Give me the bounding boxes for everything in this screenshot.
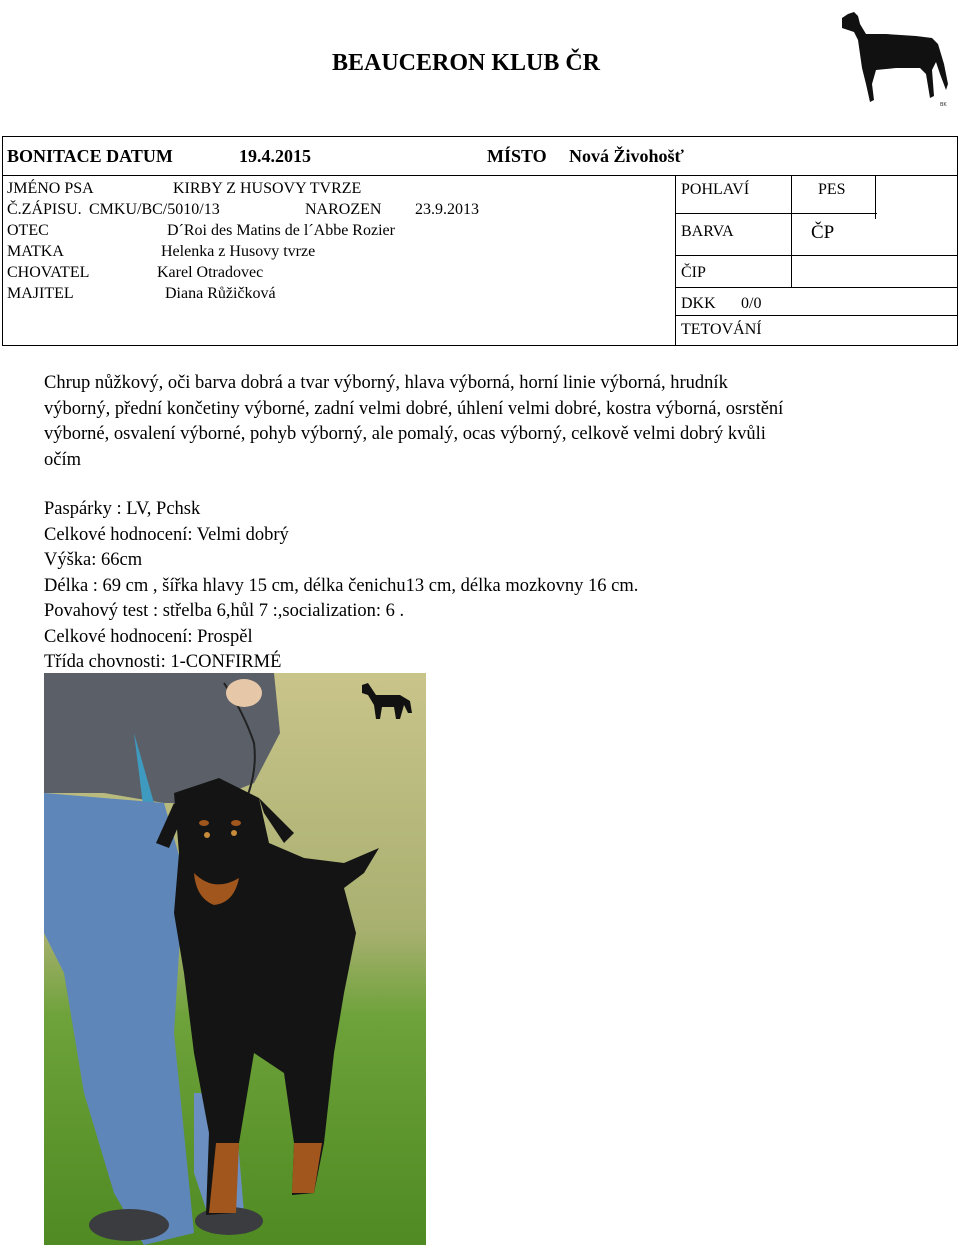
misto-value: Nová Živohošť bbox=[569, 146, 684, 166]
sheet-divider bbox=[675, 287, 957, 288]
dkk-label: DKK bbox=[681, 295, 716, 312]
detail-povahovy-test: Povahový test : střelba 6,hůl 7 :,socialization: 6 . bbox=[44, 601, 405, 621]
detail-trida-chovnosti: Třída chovnosti: 1-CONFIRMÉ bbox=[44, 652, 282, 672]
zapis-value: CMKU/BC/5010/13 bbox=[89, 201, 220, 218]
details-block bbox=[44, 497, 638, 676]
detail-celkove-hodnoceni-test: Celkové hodnocení: Prospěl bbox=[44, 626, 253, 647]
description-line: Chrup nůžkový, oči barva dobrá a tvar výborný, hlava výborná, horní linie výborná, hrudník bbox=[44, 373, 728, 393]
narozen-value: 23.9.2013 bbox=[415, 201, 479, 218]
sheet-divider bbox=[3, 175, 957, 176]
detail-delka: Délka : 69 cm , šířka hlavy 15 cm, délka čenichu13 cm, délka mozkovny 16 cm. bbox=[44, 575, 639, 596]
sheet-column-divider bbox=[791, 175, 792, 287]
description-line: výborný, přední končetiny výborné, zadní velmi dobré, úhlení velmi dobré, kostra výborná, osrstění bbox=[44, 398, 784, 419]
barva-label: BARVA bbox=[681, 223, 734, 240]
matka-value: Helenka z Husovy tvrze bbox=[161, 243, 316, 260]
majitel-value: Diana Růžičková bbox=[165, 285, 276, 302]
sheet-divider bbox=[675, 315, 957, 316]
matka-label: MATKA bbox=[7, 243, 64, 260]
chovatel-value: Karel Otradovec bbox=[157, 264, 264, 281]
description-line: očím bbox=[44, 449, 81, 470]
sheet-divider bbox=[675, 255, 957, 256]
chovatel-label: CHOVATEL bbox=[7, 264, 90, 281]
dkk-value: 0/0 bbox=[741, 295, 762, 312]
misto-label: MÍSTO bbox=[487, 146, 547, 166]
jmeno-label: JMÉNO PSA bbox=[7, 180, 94, 197]
jmeno-value: KIRBY Z HUSOVY TVRZE bbox=[173, 180, 362, 197]
detail-paspary: Paspárky : LV, Pchsk bbox=[44, 499, 201, 519]
tetovani-label: TETOVÁNÍ bbox=[681, 321, 762, 338]
cip-label: ČIP bbox=[681, 264, 706, 281]
description-line: výborné, osvalení výborné, pohyb výborný, ale pomalý, ocas výborný, celkově velmi dobrý kvůli bbox=[44, 424, 766, 444]
registration-sheet bbox=[2, 136, 958, 346]
pohlavi-label: POHLAVÍ bbox=[681, 181, 750, 198]
barva-value: ČP bbox=[811, 222, 835, 243]
club-logo-dog-icon bbox=[836, 4, 958, 110]
document-title: BEAUCERON KLUB ČR bbox=[331, 50, 601, 76]
otec-label: OTEC bbox=[7, 222, 49, 239]
bonitace-date: 19.4.2015 bbox=[239, 146, 311, 166]
bonitace-label: BONITACE DATUM bbox=[7, 146, 173, 166]
zapis-label: Č.ZÁPISU. bbox=[7, 201, 82, 218]
pohlavi-value: PES bbox=[818, 181, 846, 198]
sheet-divider bbox=[675, 213, 877, 214]
narozen-label: NAROZEN bbox=[305, 201, 382, 218]
dog-photo bbox=[44, 673, 426, 1245]
sheet-column-divider bbox=[675, 175, 676, 345]
otec-value: D´Roi des Matins de l´Abbe Rozier bbox=[167, 222, 395, 239]
detail-celkove-hodnoceni: Celkové hodnocení: Velmi dobrý bbox=[44, 524, 289, 545]
description-paragraph bbox=[44, 371, 783, 473]
majitel-label: MAJITEL bbox=[7, 285, 74, 302]
svg-text:BK: BK bbox=[940, 102, 947, 108]
detail-vyska: Výška: 66cm bbox=[44, 550, 143, 570]
